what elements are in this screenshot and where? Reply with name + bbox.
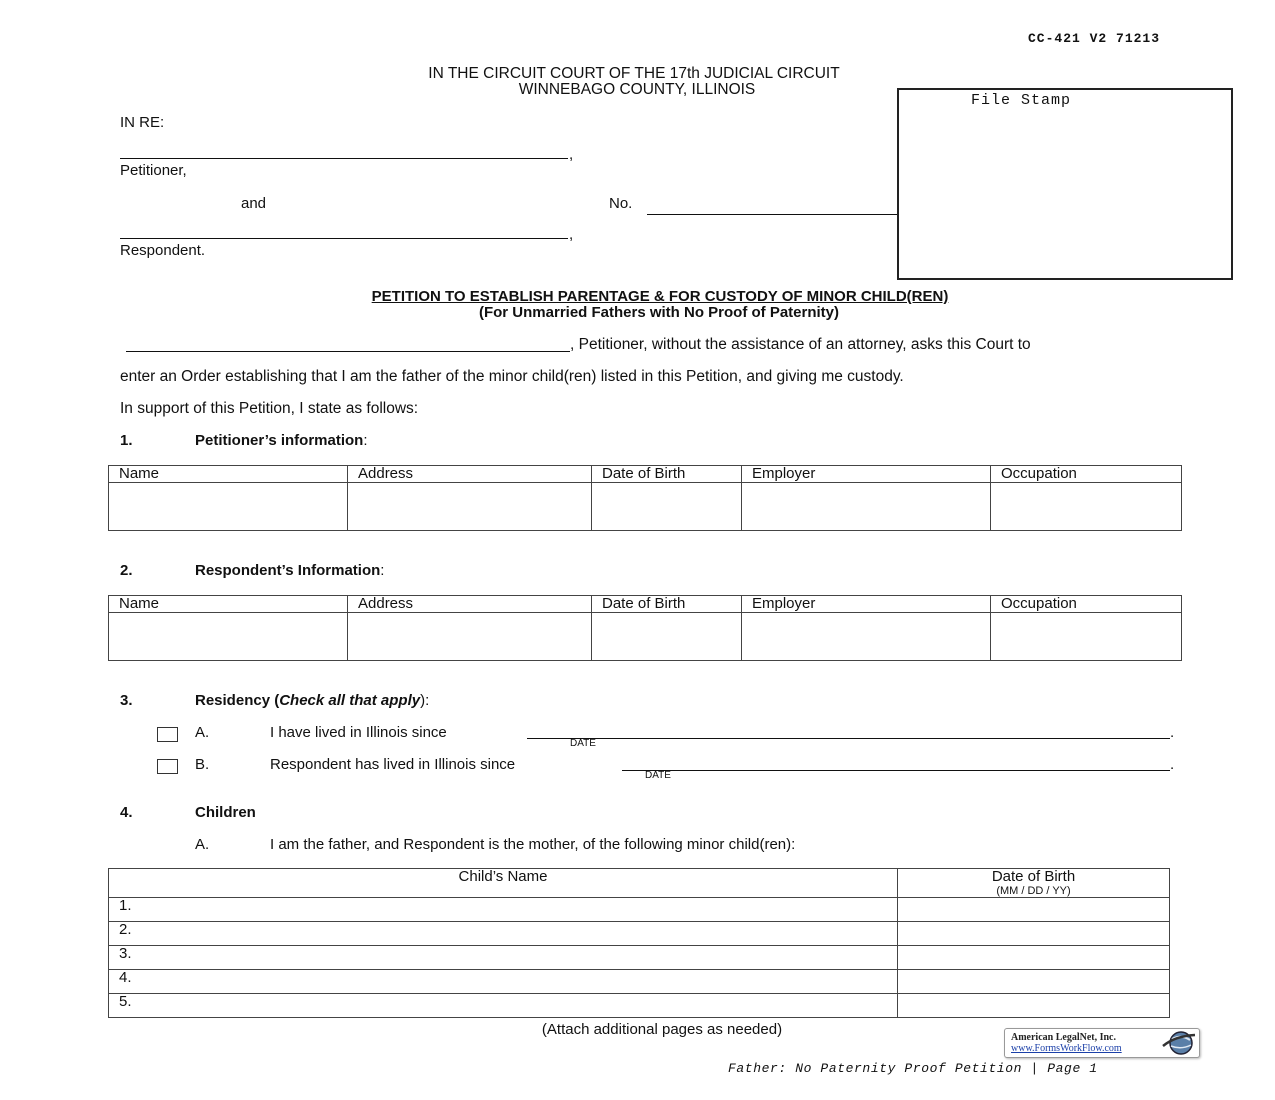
child-row-4-dob[interactable] [898, 970, 1170, 994]
form-code: CC-421 V2 71213 [1028, 31, 1161, 46]
respondent-dob-cell[interactable] [592, 613, 742, 661]
col-header-employer: Employer [742, 466, 991, 483]
petitioner-label: Petitioner, [120, 162, 187, 179]
globe-icon [1161, 1030, 1197, 1056]
children-a-text: I am the father, and Respondent is the mother, of the following minor child(ren): [270, 836, 796, 853]
child-row-2-dob[interactable] [898, 922, 1170, 946]
col-header-address: Address [348, 596, 592, 613]
in-re-label: IN RE: [120, 114, 165, 131]
child-row-5-name[interactable]: 5. [109, 994, 898, 1018]
caption-comma-2: , [569, 226, 574, 243]
residency-b-letter: B. [195, 756, 210, 773]
petition-subtitle: (For Unmarried Fathers with No Proof of Paternity) [478, 304, 840, 321]
petition-title: PETITION TO ESTABLISH PARENTAGE & FOR CUSTODY OF MINOR CHILD(REN) [371, 288, 949, 305]
children-table [108, 868, 1170, 1018]
petitioner-name-line[interactable] [120, 158, 568, 159]
respondent-employer-cell[interactable] [742, 613, 991, 661]
section-3-number: 3. [120, 692, 133, 709]
american-legalnet-logo[interactable] [1004, 1028, 1200, 1058]
residency-a-period: . [1170, 724, 1175, 741]
logo-company: American LegalNet, Inc. [1011, 1032, 1116, 1043]
child-row-1-name[interactable]: 1. [109, 898, 898, 922]
petitioner-info-table [108, 465, 1182, 531]
respondent-name-cell[interactable] [109, 613, 348, 661]
county-name: WINNEBAGO COUNTY, ILLINOIS [518, 81, 756, 98]
respondent-name-line[interactable] [120, 238, 568, 239]
section-1-heading: Petitioner’s information: [195, 432, 368, 449]
col-header-employer: Employer [742, 596, 991, 613]
page-footer: Father: No Paternity Proof Petition | Page 1 [728, 1061, 1098, 1076]
file-stamp-label: File Stamp [971, 92, 1072, 109]
section-4-number: 4. [120, 804, 133, 821]
col-header-address: Address [348, 466, 592, 483]
child-row-4-name[interactable]: 4. [109, 970, 898, 994]
child-dob-format: (MM / DD / YY) [996, 885, 1071, 897]
logo-url[interactable]: www.FormsWorkFlow.com [1011, 1043, 1122, 1054]
col-header-dob: Date of Birth [592, 596, 742, 613]
petitioner-occupation-cell[interactable] [991, 483, 1182, 531]
residency-b-period: . [1170, 756, 1175, 773]
residency-a-letter: A. [195, 724, 210, 741]
child-row-5-dob[interactable] [898, 994, 1170, 1018]
intro-petitioner-name-line[interactable] [126, 351, 570, 352]
section-2-number: 2. [120, 562, 133, 579]
and-label: and [241, 195, 267, 212]
section-4-heading: Children [195, 804, 256, 821]
residency-a-date-label: DATE [570, 738, 596, 749]
caption-comma-1: , [569, 146, 574, 163]
residency-b-text: Respondent has lived in Illinois since [270, 756, 516, 773]
petitioner-dob-cell[interactable] [592, 483, 742, 531]
court-name: IN THE CIRCUIT COURT OF THE 17th JUDICIAL CIRCUIT [428, 65, 840, 82]
petitioner-employer-cell[interactable] [742, 483, 991, 531]
respondent-occupation-cell[interactable] [991, 613, 1182, 661]
col-header-child-name: Child’s Name [109, 869, 898, 898]
intro-line-1: , Petitioner, without the assistance of an attorney, asks this Court to [570, 336, 1031, 353]
residency-b-date-line[interactable] [622, 770, 1170, 771]
respondent-address-cell[interactable] [348, 613, 592, 661]
petitioner-name-cell[interactable] [109, 483, 348, 531]
respondent-info-table [108, 595, 1182, 661]
respondent-label: Respondent. [120, 242, 206, 259]
child-row-3-dob[interactable] [898, 946, 1170, 970]
child-row-1-dob[interactable] [898, 898, 1170, 922]
section-1-number: 1. [120, 432, 133, 449]
col-header-occupation: Occupation [991, 466, 1182, 483]
file-stamp-box [897, 88, 1233, 280]
attach-note: (Attach additional pages as needed) [541, 1021, 783, 1038]
residency-a-date-line[interactable] [527, 738, 1170, 739]
col-header-name: Name [109, 596, 348, 613]
child-row-3-name[interactable]: 3. [109, 946, 898, 970]
col-header-name: Name [109, 466, 348, 483]
child-dob-label: Date of Birth [991, 868, 1076, 885]
children-a-letter: A. [195, 836, 210, 853]
residency-b-checkbox[interactable] [157, 759, 178, 774]
petitioner-address-cell[interactable] [348, 483, 592, 531]
section-2-heading: Respondent’s Information: [195, 562, 385, 579]
intro-line-3: In support of this Petition, I state as follows: [120, 400, 419, 417]
section-3-heading: Residency (Check all that apply): [195, 692, 430, 709]
case-number-line[interactable] [647, 214, 897, 215]
residency-b-date-label: DATE [645, 770, 671, 781]
child-row-2-name[interactable]: 2. [109, 922, 898, 946]
case-no-label: No. [609, 195, 633, 212]
residency-a-text: I have lived in Illinois since [270, 724, 447, 741]
col-header-child-dob [898, 869, 1170, 898]
col-header-dob: Date of Birth [592, 466, 742, 483]
col-header-occupation: Occupation [991, 596, 1182, 613]
intro-line-2: enter an Order establishing that I am the father of the minor child(ren) listed in this Petition, and giving me custody. [120, 368, 904, 385]
residency-a-checkbox[interactable] [157, 727, 178, 742]
